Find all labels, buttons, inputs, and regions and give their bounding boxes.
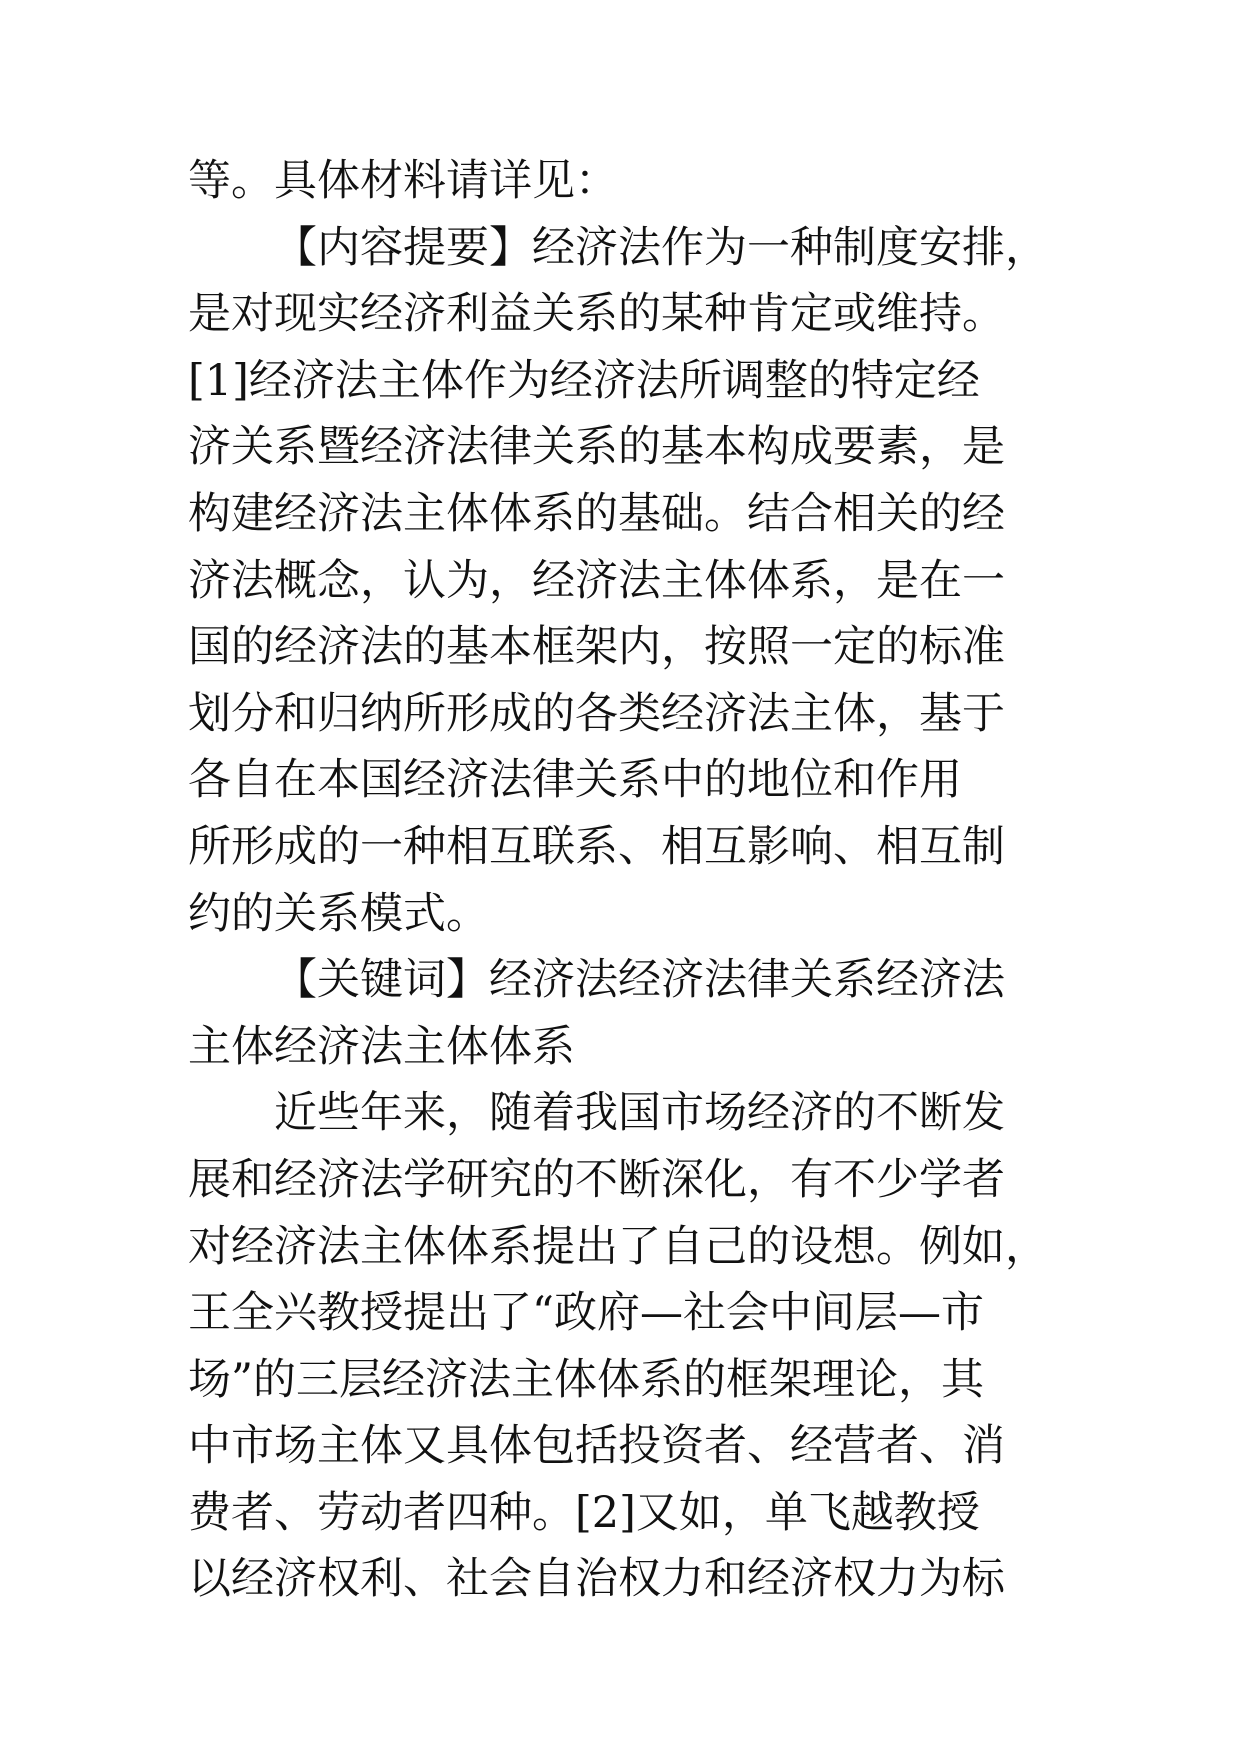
text-line-19: 场”的三层经济法主体体系的框架理论，其	[188, 1354, 984, 1405]
abstract-heading-line: 【内容提要】经济法作为一种制度安排，	[274, 222, 1048, 273]
text-line-20: 中市场主体又具体包括投资者、经营者、消	[188, 1421, 1005, 1472]
text-line-10: 各自在本国经济法律关系中的地位和作用	[188, 755, 962, 806]
text-line-17: 对经济法主体体系提出了自己的设想。例如，	[188, 1221, 1048, 1272]
text-line-5: 济关系暨经济法律关系的基本构成要素，是	[188, 422, 1005, 473]
text-line-11: 所形成的一种相互联系、相互影响、相互制	[188, 821, 1005, 872]
text-line-18: 王全兴教授提出了“政府—社会中间层—市	[188, 1288, 984, 1339]
text-line-21: 费者、劳动者四种。[2]又如，单飞越教授	[188, 1487, 980, 1538]
text-line-1: 等。具体材料请详见：	[188, 156, 618, 206]
text-line-6: 构建经济法主体体系的基础。结合相关的经	[188, 488, 1005, 539]
text-line-12: 约的关系模式。	[188, 888, 489, 939]
text-line-16: 展和经济法学研究的不断深化，有不少学者	[188, 1154, 1005, 1205]
text-line-14: 主体经济法主体体系	[188, 1021, 575, 1072]
text-line-9: 划分和归纳所形成的各类经济法主体，基于	[188, 688, 1005, 739]
paragraph-start-line: 近些年来，随着我国市场经济的不断发	[274, 1088, 1005, 1139]
text-line-7: 济法概念，认为，经济法主体体系，是在一	[188, 555, 1005, 606]
text-line-8: 国的经济法的基本框架内，按照一定的标准	[188, 622, 1005, 673]
text-line-22: 以经济权利、社会自治权力和经济权力为标	[188, 1554, 1005, 1605]
document-body	[188, 148, 1068, 1613]
text-line-3: 是对现实经济利益关系的某种肯定或维持。	[188, 289, 1005, 340]
text-line-4: [1]经济法主体作为经济法所调整的特定经	[188, 355, 980, 406]
keywords-heading-line: 【关键词】经济法经济法律关系经济法	[274, 955, 1005, 1006]
